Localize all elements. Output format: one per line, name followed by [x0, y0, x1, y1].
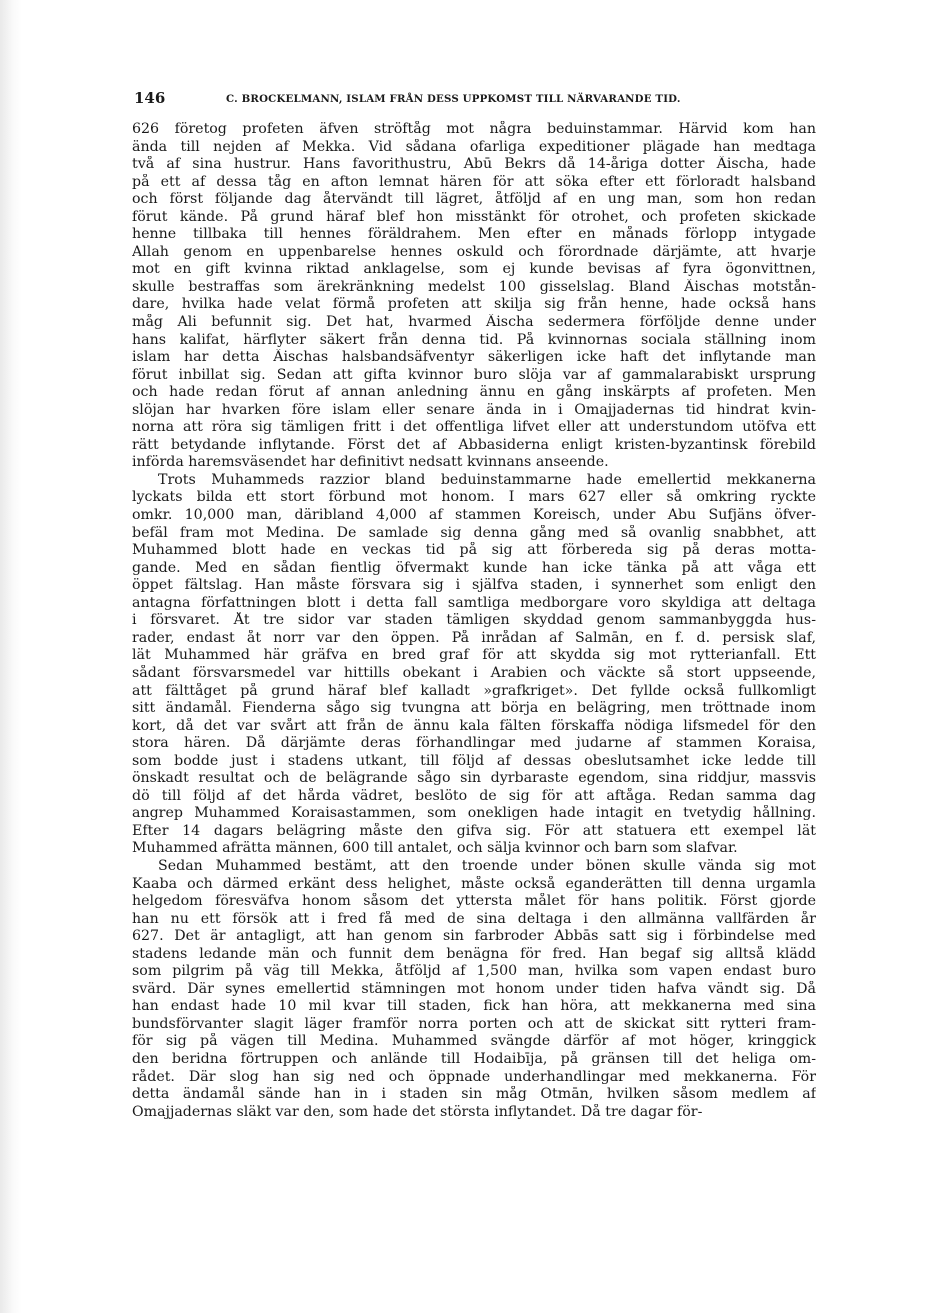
text-line: rader, endast åt norr var den öppen. På inrådan af Salmān, en f. d. persisk slaf,: [132, 629, 816, 646]
text-line: kort, då det var svårt att från de ännu kala fälten förskaffa nödiga lifsmedel för den: [132, 717, 816, 734]
text-line: henne tillbaka till hennes föräldrahem. Men efter en månads förlopp intygade: [132, 226, 816, 243]
text-line: önskadt resultat och de belägrande sågo sin dyrbaraste egendom, sina riddjur, massvis: [132, 770, 816, 787]
text-line: rådet. Där slog han sig ned och öppnade underhandlingar med mekkanerna. För: [132, 1068, 816, 1085]
text-line: för sig på vägen till Medina. Muhammed svängde därför af mot höger, kringgick: [132, 1033, 816, 1050]
text-line: 626 företog profeten äfven ströftåg mot några beduinstammar. Härvid kom han: [132, 121, 816, 137]
text-line: slöjan har hvarken före islam eller senare ända in i Omajjadernas tid hindrat kvin-: [132, 401, 816, 418]
text-line: förut inbillat sig. Sedan att gifta kvinnor buro slöja var af gammalarabiskt ursprung: [132, 366, 816, 383]
page-number: 146: [134, 89, 166, 107]
text-line: svärd. Där synes emellertid stämningen mot honom under tiden hafva vändt sig. Då: [132, 980, 816, 997]
text-line: lät Muhammed här gräfva en bred graf för att skydda sig mot rytterianfall. Ett: [132, 647, 816, 664]
text-line: Muhammed blott hade en veckas tid på sig att förbereda sig på deras motta-: [132, 542, 816, 559]
text-line: skulle bestraffas som ärekränkning medelst 100 gisselslag. Bland Äischas motstån-: [132, 278, 816, 295]
text-line: detta ändamål sände han in i staden sin måg Otmān, hvilken såsom medlem af: [132, 1086, 816, 1103]
text-line: dö till följd af det hårda vädret, beslöto de sig för att aftåga. Redan samma dag: [132, 787, 816, 804]
text-line: Muhammed afrätta männen, 600 till antalet, och sälja kvinnor och barn som slafvar.: [132, 840, 738, 857]
text-line: 627. Det är antagligt, att han genom sin farbroder Abbās satt sig i förbindelse med: [132, 928, 816, 945]
text-line: bundsförvanter slagit läger framför norra porten och att de skickat sitt rytteri fram-: [132, 1015, 816, 1032]
text-line: Kaaba och därmed erkänt dess helighet, måste också eganderätten till denna urgamla: [132, 875, 816, 892]
text-line: Efter 14 dagars belägring måste den gifva sig. För att statuera ett exempel lät: [132, 822, 816, 839]
text-line: och först följande dag återvändt till lägret, åtföljd af en ung man, som hon redan: [132, 191, 816, 208]
text-line: förut kände. På grund häraf blef hon misstänkt för otrohet, och profeten skickade: [132, 208, 816, 225]
scan-edge: [0, 0, 22, 1313]
text-line: som pilgrim på väg till Mekka, åtföljd af 1,500 man, hvilka som vapen endast buro: [132, 963, 816, 980]
text-line: angrep Muhammed Koraisastammen, som onekligen hade intagit en tvetydig hållning.: [132, 805, 816, 822]
text-line: som bodde just i stadens utkant, till följd af dessas obeslutsamhet icke ledde till: [132, 752, 816, 769]
text-line: islam har detta Äischas halsbandsäfventyr säkerligen icke haft det inflytande man: [132, 349, 816, 366]
paragraph: [132, 858, 816, 1121]
text-line: ända till nejden af Mekka. Vid sådana ofarliga expeditioner plägade han medtaga: [132, 138, 816, 155]
text-line: Allah genom en uppenbarelse hennes oskuld och förordnade därjämte, att hvarje: [132, 243, 816, 260]
text-line: omkr. 10,000 man, däribland 4,000 af stammen Koreisch, under Abu Sufjäns öfver-: [132, 507, 816, 524]
text-line: helgedom föresväfva honom såsom det yttersta målet för hans politik. Först gjorde: [132, 893, 816, 910]
text-line: och hade redan förut af annan anledning ännu en gång inskärpts af profeten. Men: [132, 384, 816, 401]
text-line: rätt betydande inflytande. Först det af Abbasiderna enligt kristen-byzantinsk förebild: [132, 436, 816, 453]
text-line: att fälttåget på grund häraf blef kalladt »grafkriget». Det fyllde också fullkomligt: [132, 682, 816, 699]
running-head: C. BROCKELMANN, ISLAM FRÅN DESS UPPKOMST TILL NÄRVARANDE TID.: [226, 93, 681, 105]
text-line: öppet fältslag. Han måste försvara sig i själfva staden, i synnerhet som enligt den: [132, 577, 816, 594]
text-line: införda haremsväsendet har definitivt nedsatt kvinnans anseende.: [132, 454, 609, 471]
text-line: två af sina hustrur. Hans favorithustru, Abū Bekrs då 14-åriga dotter Äischa, hade: [132, 156, 816, 173]
text-line: i försvaret. Åt tre sidor var staden tämligen skyddad genom sammanbyggda hus-: [132, 612, 816, 629]
text-line: gande. Med en sådan fientlig öfvermakt kunde han icke tänka på att våga ett: [132, 559, 816, 576]
paragraph: [132, 121, 816, 472]
text-line: befäl fram mot Medina. De samlade sig denna gång med så ovanlig snabbhet, att: [132, 524, 816, 541]
text-line: Sedan Muhammed bestämt, att den troende under bönen skulle vända sig mot: [158, 857, 816, 874]
text-line: stora hären. Då därjämte deras förhandlingar med judarne af stammen Koraisa,: [132, 735, 816, 752]
text-line: han endast hade 10 mil kvar till staden, fick han höra, att mekkanerna med sina: [132, 998, 816, 1015]
text-line: den beridna förtruppen och anlände till Hodaibīja, på gränsen till det heliga om-: [132, 1050, 816, 1067]
text-line: måg Ali befunnit sig. Det hat, hvarmed Äischa sedermera förföljde denne under: [132, 314, 816, 331]
text-line: han nu ett försök att i fred få med de sina deltaga i den allmänna vallfärden år: [132, 910, 816, 927]
text-line: antagna författningen blott i detta fall samtliga medborgare voro skyldiga att deltaga: [132, 594, 816, 611]
text-line: mot en gift kvinna riktad anklagelse, som ej kunde bevisas af fyra ögonvittnen,: [132, 261, 816, 278]
body-text: [132, 121, 816, 1121]
text-line: sitt ändamål. Fienderna sågo sig tvungna att börja en belägring, men tröttnade inom: [132, 700, 816, 717]
text-line: dare, hvilka hade velat förmå profeten att skilja sig från henne, hade också hans: [132, 296, 816, 313]
text-line: stadens ledande män och funnit dem benägna för fred. Han begaf sig alltså klädd: [132, 945, 816, 962]
text-line: norna att röra sig tämligen fritt i det offentliga lifvet eller att understundom utöfva ett: [132, 419, 816, 436]
text-line: Omajjadernas släkt var den, som hade det största inflytandet. Då tre dagar för-: [132, 1103, 703, 1120]
text-line: på ett af dessa tåg en afton lemnat hären för att söka efter ett förloradt halsband: [132, 173, 816, 190]
paragraph: [132, 472, 816, 858]
text-line: hans kalifat, härflyter säkert från denna tid. På kvinnornas sociala ställning inom: [132, 331, 816, 348]
text-line: Trots Muhammeds razzior bland beduinstammarne hade emellertid mekkanerna: [158, 471, 816, 488]
text-line: sådant försvarsmedel var hittills obekant i Arabien och väckte så stort uppseende,: [132, 664, 816, 681]
text-line: lyckats bilda ett stort förbund mot honom. I mars 627 eller så omkring ryckte: [132, 489, 816, 506]
